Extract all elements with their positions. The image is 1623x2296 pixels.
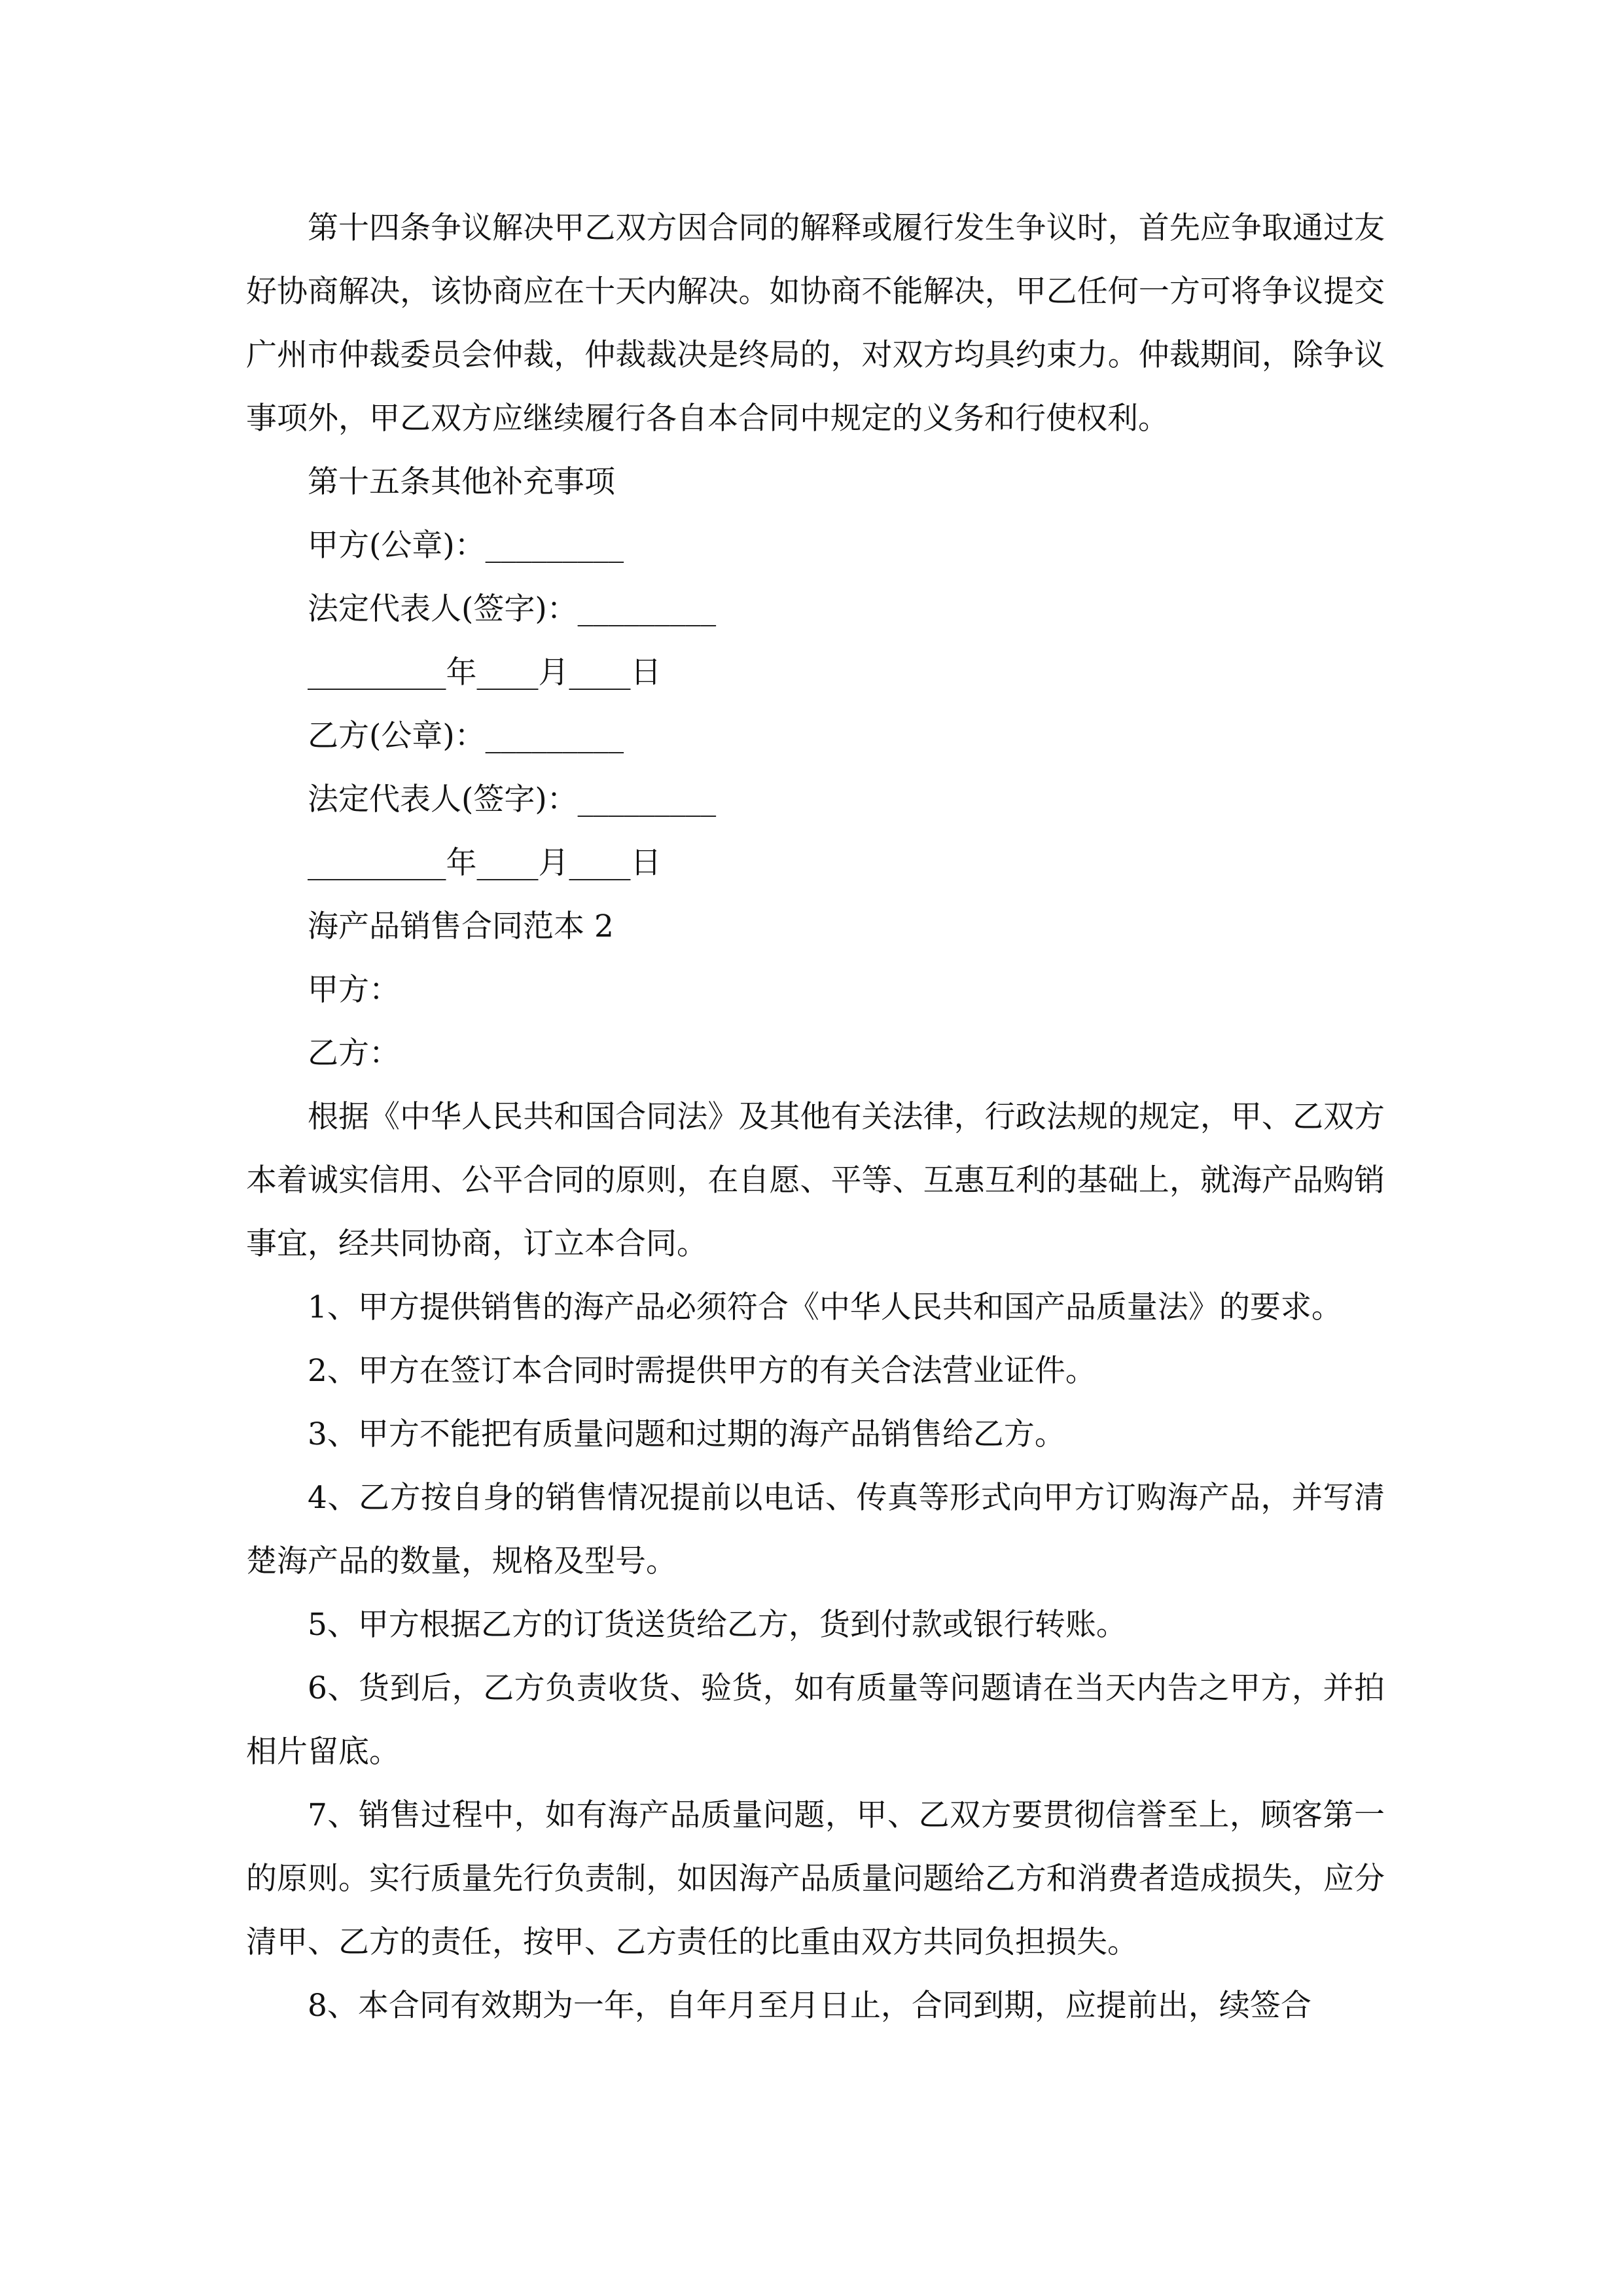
party-b-seal-line: 乙方(公章)：_________ (308, 718, 624, 754)
clause-3: 3、甲方不能把有质量问题和过期的海产品销售给乙方。 (308, 1416, 1065, 1452)
party-a-date-line: _________年____月____日 (308, 655, 662, 691)
party-a-label: 甲方： (308, 972, 400, 1008)
clause-2: 2、甲方在签订本合同时需提供甲方的有关合法营业证件。 (308, 1353, 1096, 1389)
party-b-representative-line: 法定代表人(签字)：_________ (308, 781, 717, 817)
document-body (246, 196, 1385, 2037)
paragraph-article-15-other-matters: 第十五条其他补充事项 (308, 464, 615, 500)
clause-5: 5、甲方根据乙方的订货送货给乙方，货到付款或银行转账。 (308, 1607, 1127, 1643)
paragraph-preamble: 根据《中华人民共和国合同法》及其他有关法律，行政法规的规定，甲、乙双方本着诚实信用、公平合同的原则，在自愿、平等、互惠互利的基础上，就海产品购销事宜，经共同协商，订立本合同。 (246, 1099, 1385, 1262)
clause-4: 4、乙方按自身的销售情况提前以电话、传真等形式向甲方订购海产品，并写清楚海产品的数量，规格及型号。 (246, 1480, 1385, 1579)
party-a-representative-line: 法定代表人(签字)：_________ (308, 591, 717, 627)
paragraph-article-14-dispute-resolution: 第十四条争议解决甲乙双方因合同的解释或履行发生争议时，首先应争取通过友好协商解决，该协商应在十天内解决。如协商不能解决，甲乙任何一方可将争议提交广州市仲裁委员会仲裁，仲裁裁决是终局的，对双方均具约束力。仲裁期间，除争议事项外，甲乙双方应继续履行各自本合同中规定的义务和行使权利。 (246, 210, 1385, 437)
clause-7: 7、销售过程中，如有海产品质量问题，甲、乙双方要贯彻信誉至上，顾客第一的原则。实行质量先行负责制，如因海产品质量问题给乙方和消费者造成损失，应分清甲、乙方的责任，按甲、乙方责任的比重由双方共同负担损失。 (246, 1797, 1385, 1960)
clause-1: 1、甲方提供销售的海产品必须符合《中华人民共和国产品质量法》的要求。 (308, 1289, 1342, 1325)
clause-6: 6、货到后，乙方负责收货、验货，如有质量等问题请在当天内告之甲方，并拍相片留底。 (246, 1670, 1385, 1770)
party-a-seal-line: 甲方(公章)：_________ (308, 528, 624, 564)
contract-template-2-title: 海产品销售合同范本 2 (308, 908, 614, 944)
clause-8: 8、本合同有效期为一年，自年月至月日止，合同到期，应提前出，续签合 (308, 1988, 1311, 2024)
party-b-label: 乙方： (308, 1035, 400, 1071)
party-b-date-line: _________年____月____日 (308, 845, 662, 881)
